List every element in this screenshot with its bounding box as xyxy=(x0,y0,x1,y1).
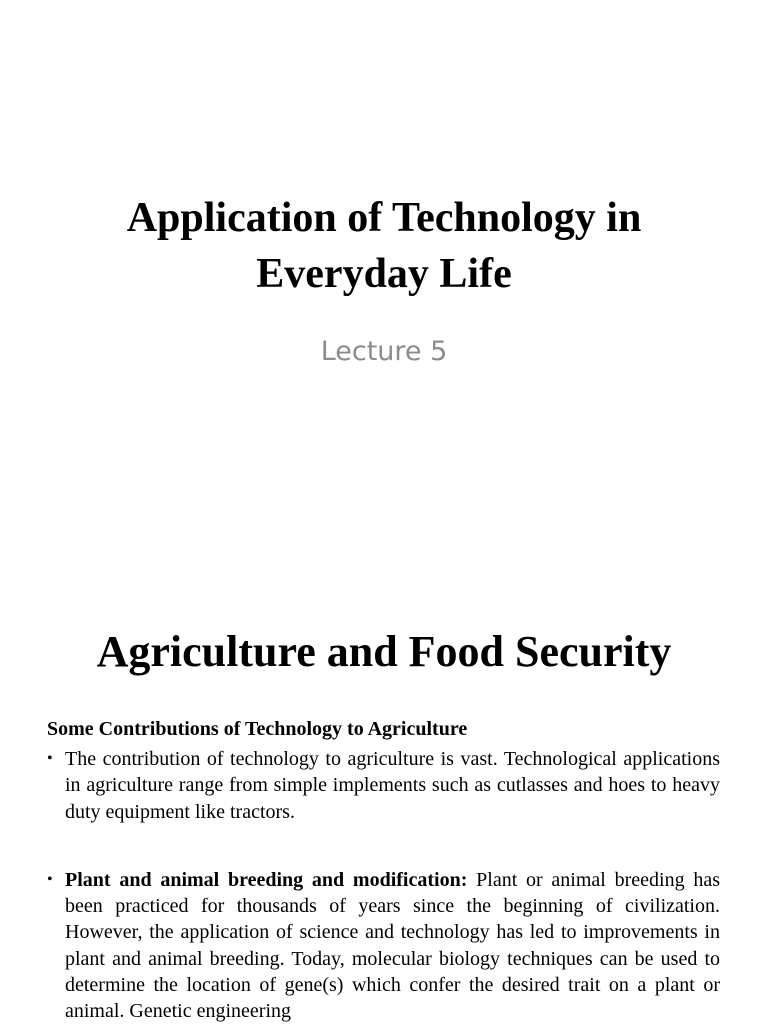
bullet-list xyxy=(47,746,720,1024)
content-slide xyxy=(0,576,768,1024)
bullet-text: The contribution of technology to agriculture is vast. Technological applications in agriculture range from simple implements such as cutlasses and hoes to heavy duty equipment like tractors. xyxy=(65,748,720,823)
slide-title: Agriculture and Food Security xyxy=(96,627,672,676)
bullet-lead: Plant and animal breeding and modification: xyxy=(65,868,468,891)
lecture-subtitle: Lecture 5 xyxy=(320,336,448,367)
presentation-title: Application of Technology in Everyday Life xyxy=(126,195,642,297)
bullet-icon: • xyxy=(47,750,53,767)
section-heading: Some Contributions of Technology to Agriculture xyxy=(47,718,468,740)
bullet-item xyxy=(47,746,720,825)
bullet-item xyxy=(47,867,720,1024)
bullet-text: Plant or animal breeding has been practiced for thousands of years since the beginning of civilization. However, the application of science and technology has led to improvements in plant and animal breeding. Today, molecular biology techniques can be used to determine the location of gene(s) which confer the desired trait on a plant or animal. Genetic engineering xyxy=(65,868,721,1023)
bullet-icon: • xyxy=(47,870,53,888)
